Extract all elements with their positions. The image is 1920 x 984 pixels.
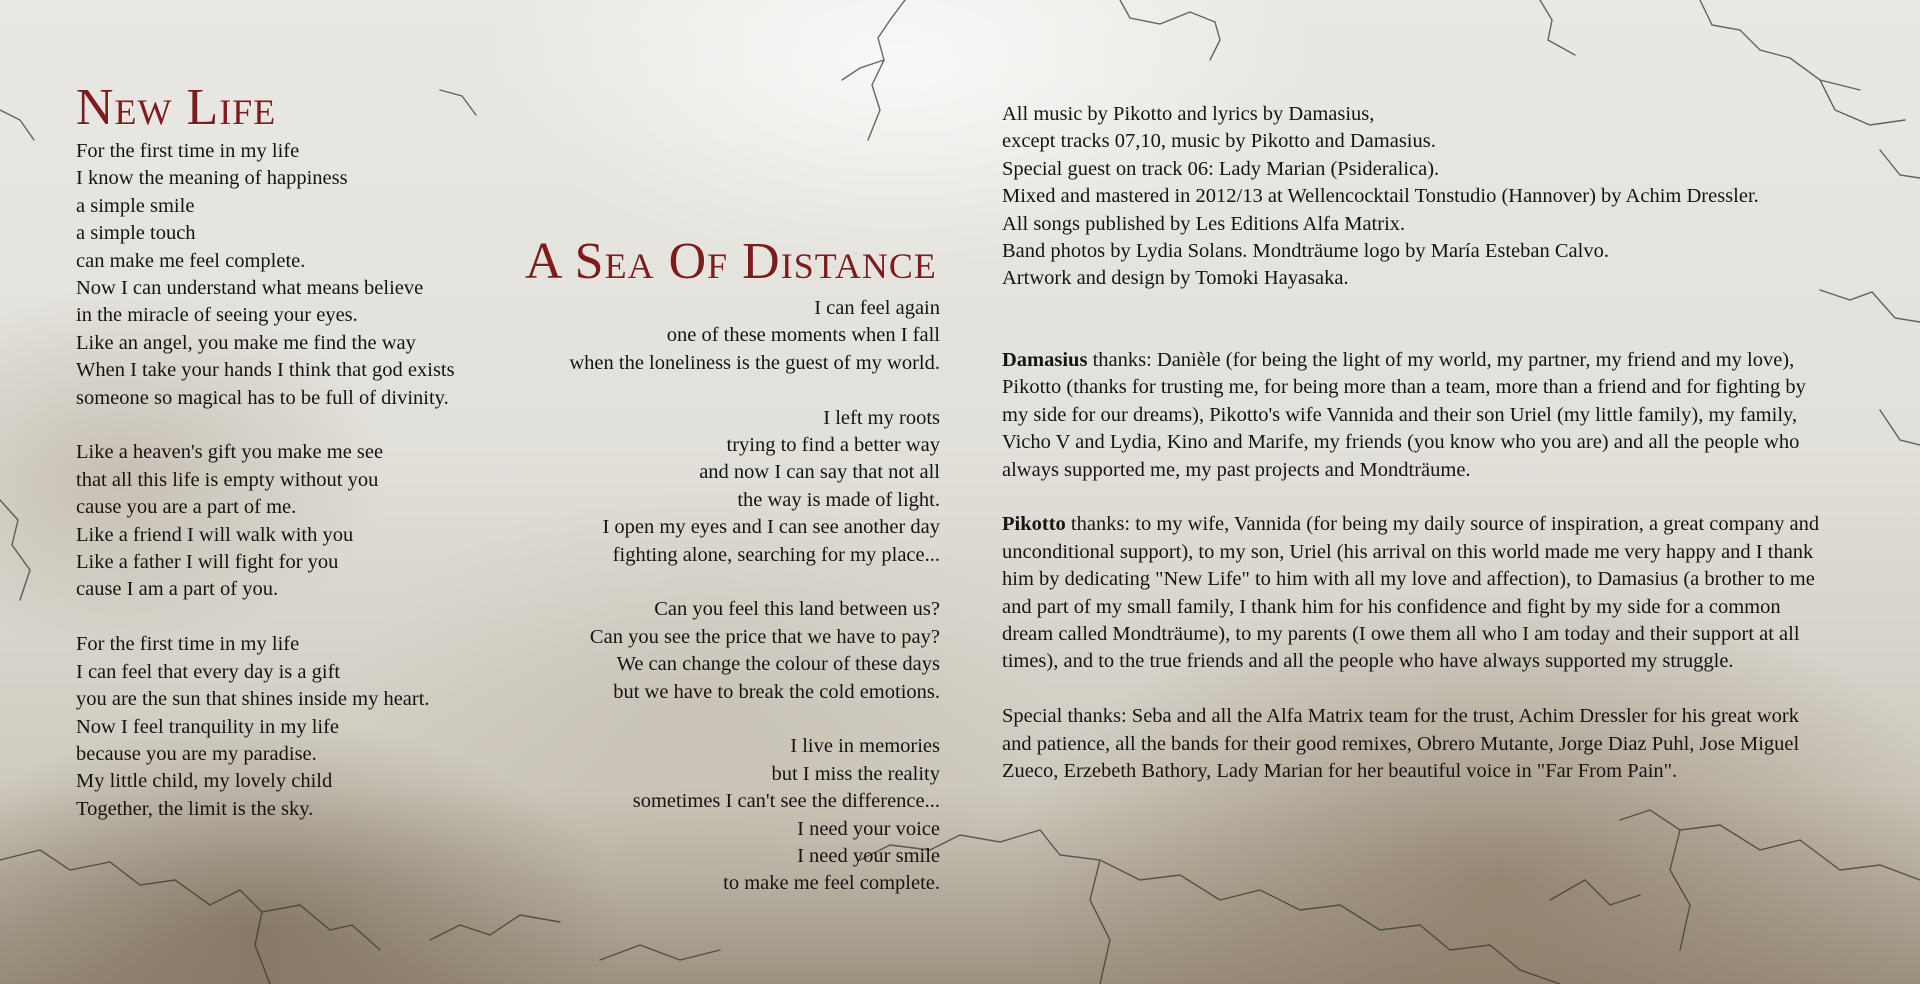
- crack: [868, 0, 905, 140]
- stanza-break: [76, 604, 455, 631]
- thanks-line: [1002, 511, 1872, 538]
- lyric-line: a simple smile: [76, 194, 195, 217]
- crack: [1090, 860, 1110, 984]
- crack: [1210, 22, 1220, 60]
- lyric-line: I need your smile: [797, 845, 940, 868]
- stanza-break: [520, 706, 940, 733]
- crack: [210, 890, 380, 950]
- lyric-line: one of these moments when I fall: [666, 324, 940, 347]
- lyric-line: I open my eyes and I can see another day: [602, 516, 940, 539]
- pikotto-name: Pikotto: [1002, 513, 1066, 536]
- lyric-line: but I miss the reality: [771, 762, 940, 785]
- lyric-line: Like a friend I will walk with you: [76, 523, 354, 546]
- crack: [1420, 925, 1560, 984]
- lyric-line: to make me feel complete.: [723, 872, 940, 895]
- lyric-line: in the miracle of seeing your eyes.: [76, 304, 358, 327]
- crack: [1820, 290, 1920, 322]
- lyric-line: When I take your hands I think that god exists: [76, 359, 455, 382]
- new-life-lyrics: [76, 138, 455, 823]
- thanks-line: Zueco, Erzebeth Bathory, Lady Marian for her beautiful voice in "Far From Pain".: [1002, 760, 1678, 783]
- thanks-line: unconditional support), to my son, Uriel (his arrival on this world made me very happy and I thank: [1002, 540, 1814, 563]
- thanks-line: always supported me, my past projects and Mondträume.: [1002, 458, 1471, 481]
- lyric-line: Like an angel, you make me find the way: [76, 331, 416, 354]
- crack: [1880, 410, 1920, 445]
- thanks-line: Pikotto (thanks for trusting me, for being more than a team, more than a friend and for fighting by: [1002, 376, 1806, 399]
- lyric-line: For the first time in my life: [76, 633, 300, 656]
- lyric-line: I need your voice: [797, 817, 940, 840]
- crack: [1040, 830, 1220, 900]
- thanks-line: dream called Mondträume), to my parents (I owe them all who I am today and their support at all: [1002, 623, 1800, 646]
- lyric-line: sometimes I can't see the difference...: [632, 790, 940, 813]
- lyric-line: I know the meaning of happiness: [76, 167, 348, 190]
- credit-line: Mixed and mastered in 2012/13 at Wellencocktail Tonstudio (Hannover) by Achim Dressler.: [1002, 185, 1759, 208]
- credit-line: All songs published by Les Editions Alfa Matrix.: [1002, 212, 1406, 235]
- lyric-line: Together, the limit is the sky.: [76, 797, 314, 820]
- lyric-line: cause you are a part of me.: [76, 496, 297, 519]
- lyric-line: Now I feel tranquility in my life: [76, 715, 340, 738]
- lyric-line: fighting alone, searching for my place...: [612, 543, 940, 566]
- credit-line: except tracks 07,10, music by Pikotto and Damasius.: [1002, 130, 1436, 153]
- thanks-line: and patience, all the bands for their good remixes, Obrero Mutante, Jorge Diaz Puhl, Jose Miguel: [1002, 732, 1800, 755]
- lyric-line: I can feel that every day is a gift: [76, 660, 341, 683]
- stanza-break: [520, 377, 940, 404]
- lyric-line: you are the sun that shines inside my heart.: [76, 688, 430, 711]
- stanza-break: [76, 412, 455, 439]
- crack: [1700, 0, 1860, 90]
- lyric-line: Can you feel this land between us?: [654, 598, 940, 621]
- crack: [430, 915, 560, 940]
- lyric-line: I live in memories: [790, 735, 940, 758]
- lyric-line: Now I can understand what means believe: [76, 277, 424, 300]
- lyric-line: a simple touch: [76, 222, 196, 245]
- crack: [1120, 0, 1215, 24]
- crack: [1550, 880, 1640, 905]
- thanks-line: Vicho V and Lydia, Kino and Marife, my friends (you know who you are) and all the people who: [1002, 431, 1800, 454]
- lyric-line: and now I can say that not all: [699, 461, 940, 484]
- lyric-line: when the loneliness is the guest of my world.: [569, 351, 940, 374]
- crack: [0, 110, 34, 140]
- crack: [1670, 830, 1690, 950]
- thanks-line: him by dedicating "New Life" to him with all my love and affection), to Damasius (a brother to me: [1002, 568, 1815, 591]
- crack: [1220, 890, 1420, 930]
- lyric-line: but we have to break the cold emotions.: [613, 680, 940, 703]
- lyric-line: cause I am a part of you.: [76, 578, 279, 601]
- crack: [0, 850, 210, 905]
- thanks-text: thanks: to my wife, Vannida (for being my daily source of inspiration, a great company and: [1065, 513, 1820, 536]
- pikotto-thanks: [1002, 511, 1872, 675]
- crack: [1800, 840, 1920, 880]
- credit-line: Band photos by Lydia Solans. Mondträume logo by María Esteban Calvo.: [1002, 240, 1609, 263]
- lyric-line: My little child, my lovely child: [76, 770, 333, 793]
- thanks-line: times), and to the true friends and all the people who have always supported my struggle.: [1002, 650, 1734, 673]
- crack: [600, 945, 720, 960]
- crack: [255, 912, 270, 984]
- credit-line: Artwork and design by Tomoki Hayasaka.: [1002, 267, 1349, 290]
- lyric-line: I can feel again: [814, 297, 940, 319]
- lyric-line: someone so magical has to be full of divinity.: [76, 386, 449, 409]
- damasius-name: Damasius: [1002, 349, 1088, 371]
- stanza-break: [520, 569, 940, 596]
- thanks-block: [1002, 347, 1872, 813]
- crack: [1540, 0, 1575, 55]
- lyric-line: that all this life is empty without you: [76, 468, 379, 491]
- credit-line: All music by Pikotto and lyrics by Damasius,: [1002, 103, 1375, 125]
- lyric-line: the way is made of light.: [737, 488, 940, 511]
- credits-block: [1002, 101, 1759, 293]
- lyric-line: We can change the colour of these days: [616, 653, 940, 676]
- damasius-thanks: [1002, 347, 1872, 484]
- thanks-text: thanks: Danièle (for being the light of my world, my partner, my friend and my love),: [1087, 349, 1795, 371]
- crack: [0, 500, 30, 600]
- crack: [1620, 810, 1800, 850]
- crack: [842, 60, 884, 80]
- crack: [1820, 80, 1905, 125]
- thanks-line: and part of my small family, I thank him for his confidence and fight by my side for a common: [1002, 595, 1781, 618]
- special-thanks: [1002, 703, 1872, 785]
- lyric-line: I left my roots: [823, 406, 940, 429]
- lyric-line: Can you see the price that we have to pay?: [589, 625, 940, 648]
- lyric-line: trying to find a better way: [726, 434, 940, 457]
- new-life-title: New Life: [76, 79, 277, 136]
- crack: [1880, 150, 1920, 178]
- credit-line: Special guest on track 06: Lady Marian (Psideralica).: [1002, 157, 1440, 180]
- lyric-line: Like a father I will fight for you: [76, 551, 339, 574]
- sea-of-distance-title: A Sea Of Distance: [525, 233, 937, 290]
- thanks-line: Special thanks: Seba and all the Alfa Matrix team for the trust, Achim Dressler for his great work: [1002, 705, 1800, 728]
- thanks-line: [1002, 347, 1872, 374]
- lyric-line: Like a heaven's gift you make me see: [76, 441, 384, 464]
- lyric-line: For the first time in my life: [76, 140, 300, 162]
- lyric-line: because you are my paradise.: [76, 742, 317, 765]
- crack: [440, 90, 476, 115]
- thanks-line: my side for our dreams), Pikotto's wife Vannida and their son Uriel (my little family), my family,: [1002, 403, 1798, 426]
- sea-of-distance-lyrics: [520, 295, 940, 898]
- lyric-line: can make me feel complete.: [76, 249, 306, 272]
